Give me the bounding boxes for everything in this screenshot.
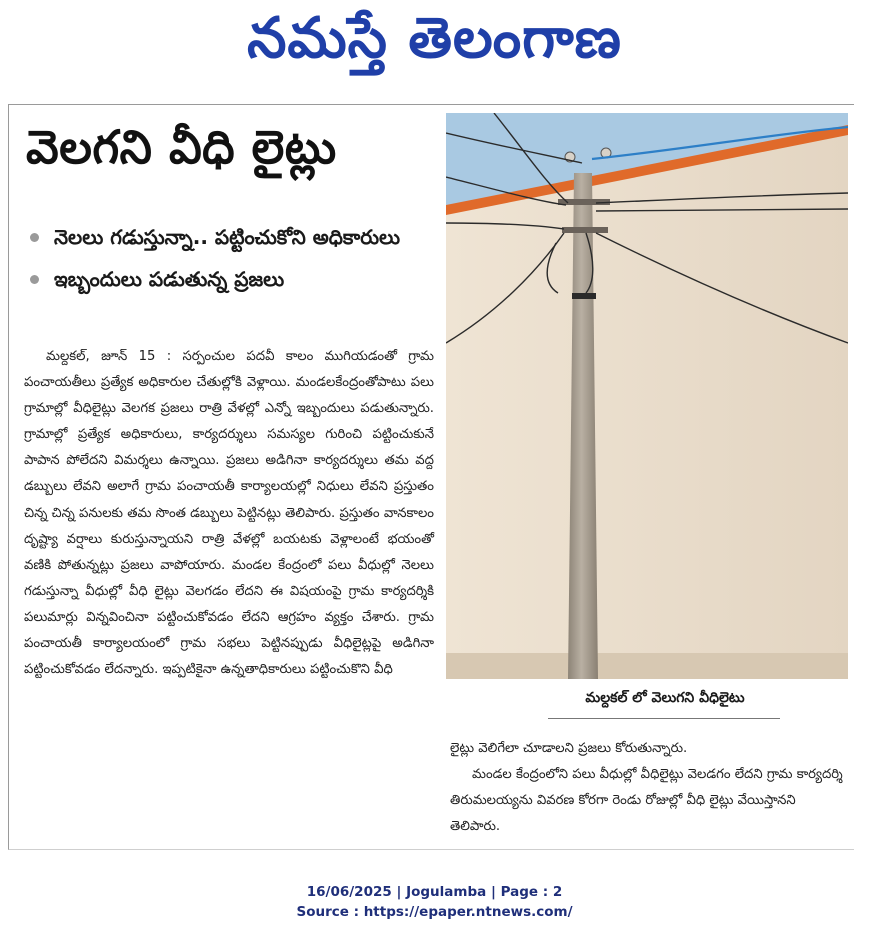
subhead-1 (26, 220, 436, 254)
footer-date-edition: 16/06/2025 | Jogulamba | Page : 2 (306, 884, 563, 900)
page-footer (0, 882, 869, 922)
caption-divider (548, 718, 780, 719)
masthead (0, 0, 869, 90)
newspaper-logo: నమస్తే తెలంగాణ (247, 5, 622, 71)
subhead-1-text: నెలలు గడుస్తున్నా.. పట్టించుకోని అధికారులు (54, 225, 401, 249)
article-photo (446, 113, 848, 679)
article-headline: వెలగని వీధి లైట్లు (26, 120, 337, 174)
bullet-icon (30, 233, 39, 242)
article-body-continued-2: మండల కేంద్రంలోని పలు వీధుల్లో వీధిలైట్లు వెలడగం లేదని గ్రామ కార్యదర్శి తిరుమలయ్యను వివరణ కోరగా రెండు రోజుల్లో వీధి లైట్లు వేయిస్తానని తెలిపారు. (450, 767, 843, 835)
article-body-continued-1: లైట్లు వెలిగేలా చూడాలని ప్రజలు కోరుతున్నారు. (450, 741, 688, 756)
article-body-continued (450, 736, 845, 840)
article-body-text: మల్దకల్, జూన్ 15 : సర్పంచుల పదవీ కాలం ముగియడంతో గ్రామ పంచాయతీలు ప్రత్యేక అధికారుల చేతుల్లోకి వెళ్లాయి. మండలకేంద్రంతోపాటు పలు గ్రామాల్లో వీధిలైట్లు వెలగక ప్రజలు రాత్రి వేళల్లో ఎన్నో ఇబ్బందులు పడుతున్నారు. గ్రామాల్లో ప్రత్యేక అధికారులు, కార్యదర్శులు సమస్యల గురించి పట్టించుకునే పాపాన పోలేదని విమర్శలు ఉన్నాయి. ప్రజలు అడిగినా కార్యదర్శులు తమ వద్ద డబ్బులు లేవని అలాగే గ్రామ పంచాయతీ కార్యాలయల్లో నిధులు లేవని ప్రస్తుతం చిన్న చిన్న పనులకు తమ సొంత డబ్బులు పెట్టినట్లు తెలిపారు. ప్రస్తుతం వానకాలం దృష్ట్యా వర్షాలు కురుస్తున్నాయని రాత్రి వేళల్లో బయటకు వెళ్లాలంటే భయంతో వణికి పోతున్నట్లు ప్రజలు వాపోయారు. మండల కేంద్రంలో పలు వీధుల్లో నెలలు గడుస్తున్నా వీధుల్లో వీధి లైట్లు వెలగడం లేదని ఈ విషయంపై గ్రామ కార్యదర్శికి పలుమార్లు విన్నవించినా పట్టించుకోవడం లేదని ఆగ్రహం వ్యక్తం చేశారు. గ్రామ పంచాయతీ కార్యాలయంలో గ్రామ సభలు పెట్టినప్పుడు వీధిలైట్లపై అడిగినా పట్టించుకోవడం లేదన్నారు. ఇప్పటికైనా ఉన్నతాధికారులు పట్టించుకొని వీధి (24, 349, 434, 678)
bullet-icon (30, 275, 39, 284)
subhead-2 (26, 262, 436, 296)
footer-source: Source : https://epaper.ntnews.com/ (296, 904, 573, 920)
article-body (24, 344, 434, 683)
subhead-2-text: ఇబ్బందులు పడుతున్న ప్రజలు (54, 267, 285, 291)
article-subheads (26, 220, 436, 304)
street-light-pole-image (446, 113, 848, 679)
photo-caption: మల్దకల్ లో వెలుగని వీధిలైటు (585, 690, 745, 706)
